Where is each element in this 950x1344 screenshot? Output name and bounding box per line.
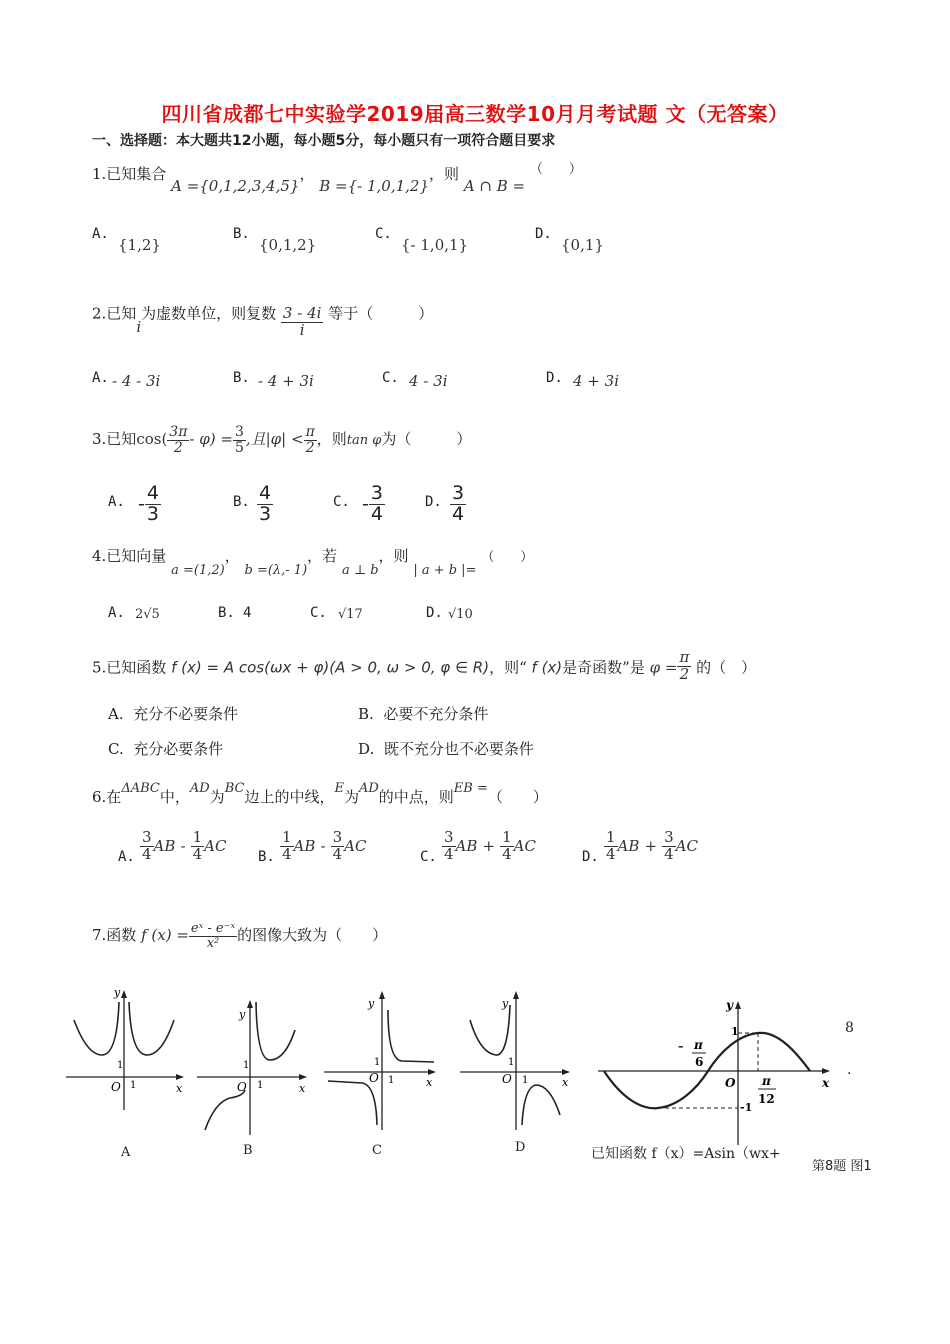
q8-figure	[598, 995, 838, 1145]
q4-option-a-value: 2√5	[135, 607, 160, 622]
q3-option-a-label: A.	[108, 494, 125, 510]
q5-option-c	[108, 738, 223, 759]
graph-d-x-one: 1	[522, 1075, 529, 1086]
q5-frac-num: π	[679, 648, 690, 666]
q6-triangle: ΔABC	[121, 781, 160, 796]
q6-a-v1: AB	[153, 836, 176, 855]
q8-x-arrow-icon	[822, 1068, 830, 1074]
graph-a-y-one: 1	[117, 1060, 124, 1071]
q8-neg-den: 6	[695, 1055, 704, 1069]
q6-t4: 为	[343, 788, 359, 806]
q2-option-d-label: D.	[546, 370, 563, 386]
q3-tan: tan φ	[346, 433, 382, 449]
q1-option-d-label: D.	[535, 226, 552, 242]
q8-stem-partial: 已知函数 f（x）=Asin（wx+	[591, 1146, 781, 1162]
q5-c-label: C.	[108, 740, 124, 758]
q3-option-d-label: D.	[425, 494, 442, 510]
page-title: 四川省成都七中实验学2019届高三数学10月月考试题 文（无答案）	[161, 102, 789, 126]
q5-number: 5.已知函数	[92, 658, 167, 677]
q4-option-b-label: B.	[218, 605, 235, 621]
graph-c-x-label: x	[426, 1076, 433, 1089]
graph-b-x-arrow-icon	[299, 1074, 307, 1080]
q3-f2-den: 5	[234, 439, 244, 456]
q3-f1-den: 2	[173, 439, 183, 456]
q7-label-d: D	[515, 1140, 526, 1155]
graph-a-x-arrow-icon	[176, 1074, 184, 1080]
graph-b-left-curve	[205, 1090, 245, 1130]
graph-d-origin: O	[502, 1072, 512, 1086]
q8-x-label: x	[822, 1076, 830, 1090]
section-heading: 一、选择题：本大题共12小题，每小题5分，每小题只有一项符合题目要求	[92, 133, 556, 149]
q2-option-c-value: 4 - 3i	[409, 372, 448, 390]
q2-i: i	[136, 318, 142, 337]
graph-b-origin: O	[237, 1080, 247, 1094]
q6-d-v1: AB	[617, 836, 640, 855]
q6-b-d2: 4	[332, 844, 343, 863]
q2-text2: 等于（ ）	[328, 304, 434, 323]
q6-ad2: AD	[358, 781, 379, 796]
q3-frac-3-5	[233, 425, 246, 455]
graph-d-y-one: 1	[508, 1057, 515, 1068]
q3-option-d-value	[450, 484, 466, 525]
q2-number: 2.已知	[92, 304, 137, 323]
graph-d-right-curve	[522, 1085, 560, 1125]
q2-option-b-label: B.	[233, 370, 250, 386]
q1-number: 1.已知集合	[92, 165, 167, 183]
q2-option-b-value: - 4 + 3i	[258, 372, 314, 390]
q6-d-n1: 1	[605, 828, 616, 846]
q5-text1: ，则“	[489, 658, 527, 677]
q8-y-arrow-icon	[735, 1001, 741, 1009]
q6-a-d1: 4	[141, 844, 152, 863]
q1-set-a: A ={0,1,2,3,4,5}	[171, 177, 300, 195]
q4-option-c-label: C.	[310, 605, 327, 621]
graph-d-x-label: x	[562, 1076, 569, 1089]
q4-vector-b: b =(λ,- 1)	[244, 563, 308, 578]
graph-c-origin: O	[369, 1071, 379, 1085]
graph-b-x-label: x	[299, 1082, 306, 1095]
q4-vector-a: a =(1,2)	[171, 563, 225, 578]
graph-c-x-arrow-icon	[428, 1069, 436, 1075]
q8-pos-den: 12	[758, 1092, 775, 1106]
q3-a-den: 3	[146, 502, 159, 525]
q3-tail: 为（ ）	[381, 430, 472, 449]
q7-label-c: C	[372, 1143, 382, 1158]
q5-text2: 是奇函数”是	[562, 658, 645, 677]
q3-c-num: 3	[370, 482, 383, 504]
q8-side-dot: .	[847, 1062, 852, 1078]
graph-a-left-curve	[74, 1002, 119, 1055]
q8-side-number: 8	[845, 1020, 854, 1036]
q6-c-frac2	[500, 830, 514, 863]
q6-b-d1: 4	[281, 844, 292, 863]
q6-c-v2: AC	[513, 836, 536, 855]
q3-frac-3pi-2	[167, 425, 189, 455]
graph-c-right-curve	[388, 1010, 434, 1062]
q6-a-n1: 3	[141, 828, 152, 846]
graph-c-y-label: y	[368, 997, 375, 1010]
q5-b-label: B.	[358, 705, 374, 723]
q5-function: f (x) = A cos(ωx + φ)(A > 0, ω > 0, φ ∈ R)	[171, 658, 490, 677]
q6-number: 6.在	[92, 788, 122, 806]
q6-b-n2: 3	[332, 828, 343, 846]
q5-option-b	[358, 703, 488, 724]
q2-option-c-label: C.	[382, 370, 399, 386]
q3-option-b-value	[257, 484, 273, 525]
q5-stem	[92, 648, 757, 685]
q1-option-c-label: C.	[375, 226, 392, 242]
q4-option-c-value: √17	[338, 607, 363, 622]
q4-option-a-label: A.	[108, 605, 125, 621]
q6-a-frac1	[140, 830, 154, 863]
q3-f3-num: π	[305, 424, 315, 440]
q3-number: 3.已知	[92, 430, 137, 449]
q4-stem	[92, 545, 534, 578]
q5-d-value: 既不充分也不必要条件	[383, 740, 534, 758]
q4-option-d-label: D.	[426, 605, 443, 621]
graph-a-x-one: 1	[130, 1080, 137, 1091]
q6-a-v2: AC	[204, 836, 227, 855]
graph-d-left-curve	[470, 1005, 510, 1055]
q3-frac-pi-2	[304, 425, 317, 455]
q5-a-value: 充分不必要条件	[133, 705, 239, 723]
q6-option-a	[118, 830, 226, 863]
q3-cos: cos(	[136, 430, 168, 449]
q8-caption: 第8题 图1	[812, 1159, 872, 1174]
graph-b-y-arrow-icon	[247, 1000, 253, 1008]
q5-fraction	[677, 650, 691, 683]
q5-fx: f (x)	[531, 658, 563, 677]
q7-graph-a	[62, 980, 192, 1120]
q6-b-label: B.	[258, 848, 275, 865]
graph-b-y-one: 1	[243, 1060, 250, 1071]
q8-neg-pi-minus: –	[678, 1040, 684, 1053]
q7-stem	[92, 922, 387, 950]
graph-b-y-label: y	[239, 1008, 246, 1021]
q3-d-num: 3	[452, 482, 465, 504]
q6-d-frac1	[604, 830, 618, 863]
graph-a-y-label: y	[114, 986, 121, 999]
graph-b-x-one: 1	[257, 1080, 264, 1091]
q3-b-num: 4	[259, 482, 272, 504]
q3-a-sign: -	[138, 492, 145, 515]
q3-mid: - φ) =	[189, 430, 233, 449]
q2-frac-num: 3 - 4i	[282, 304, 322, 322]
q3-option-a-value	[138, 484, 161, 525]
q6-a-op: -	[180, 836, 186, 855]
q3-a-frac	[145, 484, 161, 525]
q3-cond: ,且|φ| <	[245, 430, 304, 449]
q7-tail: 的图像大致为（ ）	[237, 926, 388, 945]
q4-option-d-value: √10	[448, 607, 473, 622]
q3-then: ，则	[316, 430, 347, 449]
q6-b-op: -	[320, 836, 326, 855]
q4-option-b-value: 4	[243, 605, 252, 621]
q7-fraction	[189, 922, 237, 950]
q5-a-label: A.	[108, 705, 124, 723]
q7-graph-c	[322, 985, 447, 1135]
q2-option-a-label: A.	[92, 370, 109, 386]
q6-c-d2: 4	[502, 844, 512, 863]
q7-frac-den: x²	[206, 935, 220, 951]
q7-label-a: A	[121, 1145, 131, 1160]
graph-d-x-arrow-icon	[562, 1069, 570, 1075]
q3-option-b-label: B.	[233, 494, 250, 510]
q6-c-d1: 4	[443, 844, 454, 863]
q5-c-value: 充分必要条件	[133, 740, 224, 758]
q6-d-op: +	[644, 836, 658, 855]
q6-a-n2: 1	[192, 828, 203, 846]
graph-a-y-arrow-icon	[121, 990, 127, 998]
q5-phi: φ =	[649, 658, 678, 677]
q4-paren: （ ）	[481, 550, 534, 565]
q7-label-b: B	[243, 1143, 253, 1158]
q6-a-label: A.	[118, 848, 135, 865]
graph-d-y-label: y	[502, 997, 509, 1010]
q6-c-n1: 3	[443, 828, 454, 846]
q4-then: ，则	[378, 547, 409, 565]
q1-comma: ，	[299, 165, 315, 183]
q6-b-frac2	[331, 830, 345, 863]
q6-b-v1: AB	[293, 836, 316, 855]
q8-y-label: y	[726, 998, 733, 1012]
q4-perp: a ⊥ b	[341, 563, 379, 578]
q6-e: E	[334, 781, 344, 796]
q5-d-label: D.	[358, 740, 375, 758]
q3-f2-num: 3	[234, 424, 244, 440]
q3-b-den: 3	[259, 502, 272, 525]
q3-c-sign: -	[362, 492, 369, 515]
q6-a-d2: 4	[192, 844, 203, 863]
q6-b-v2: AC	[344, 836, 367, 855]
q6-stem	[92, 781, 548, 807]
q1-set-b: B ={- 1,0,1,2}	[319, 177, 430, 195]
q3-option-c-value	[362, 484, 385, 525]
graph-a-right-curve	[129, 1002, 174, 1055]
q4-if: ，若	[307, 547, 338, 565]
q6-d-d1: 4	[605, 844, 616, 863]
q4-comma: ，	[224, 547, 240, 565]
q8-origin: O	[725, 1076, 736, 1090]
q6-bc: BC	[224, 781, 245, 796]
q6-b-frac1	[280, 830, 294, 863]
q5-tail: 的（ ）	[696, 658, 757, 677]
q5-option-a	[108, 703, 238, 724]
q5-option-d	[358, 738, 534, 759]
q3-stem	[92, 425, 471, 455]
q1-then: ，则	[429, 165, 460, 183]
q6-eb: EB =	[453, 781, 488, 796]
q3-c-den: 4	[370, 502, 383, 525]
q8-one: 1	[731, 1025, 739, 1038]
q7-number: 7.函数	[92, 926, 137, 945]
q6-t2: 为	[209, 788, 225, 806]
q6-c-label: C.	[420, 848, 437, 865]
q8-pos-pi: π	[762, 1074, 771, 1088]
graph-b-right-curve	[256, 1002, 295, 1060]
q2-frac-den: i	[299, 320, 305, 339]
q6-option-d	[582, 830, 698, 863]
graph-d-y-arrow-icon	[513, 991, 519, 999]
q1-option-a-value: {1,2}	[118, 236, 161, 254]
q3-f3-den: 2	[305, 439, 315, 456]
q1-option-b-value: {0,1,2}	[259, 236, 317, 254]
q6-d-n2: 3	[664, 828, 674, 846]
q7-graph-d	[458, 985, 583, 1135]
q3-d-frac	[450, 484, 466, 525]
q6-d-d2: 4	[664, 844, 674, 863]
q1-option-b-label: B.	[233, 226, 250, 242]
q2-stem	[92, 298, 434, 339]
q3-c-frac	[369, 484, 385, 525]
q4-abs: | a + b |=	[413, 563, 477, 578]
q2-fraction	[281, 306, 324, 339]
q7-fx: f (x) =	[141, 926, 189, 945]
q6-paren: （ ）	[487, 788, 548, 806]
q6-t3: 边上的中线，	[244, 788, 335, 806]
q7-graph-b	[195, 990, 315, 1140]
q6-c-v1: AB	[455, 836, 478, 855]
graph-c-y-arrow-icon	[379, 991, 385, 999]
q8-neg-one: -1	[740, 1101, 753, 1114]
graph-c-y-one: 1	[374, 1057, 381, 1068]
q6-t1: 中，	[159, 788, 190, 806]
q5-frac-den: 2	[679, 664, 690, 683]
q2-option-d-value: 4 + 3i	[573, 372, 619, 390]
q1-stem	[92, 162, 582, 195]
q6-c-op: +	[482, 836, 496, 855]
q5-b-value: 必要不充分条件	[383, 705, 489, 723]
graph-c-left-curve	[328, 1081, 377, 1125]
q3-d-den: 4	[452, 502, 465, 525]
q6-t5: 的中点，则	[378, 788, 454, 806]
q6-d-label: D.	[582, 848, 599, 865]
q3-f1-num: 3π	[169, 424, 188, 440]
q2-text1: 为虚数单位，则复数	[141, 304, 277, 323]
q6-c-n2: 1	[502, 828, 512, 846]
q6-d-frac2	[662, 830, 676, 863]
q6-option-c	[420, 830, 536, 863]
q3-b-frac	[257, 484, 273, 525]
q1-expr: A ∩ B =	[463, 177, 526, 195]
q3-option-c-label: C.	[333, 494, 350, 510]
q6-option-b	[258, 830, 366, 863]
q1-option-d-value: {0,1}	[561, 236, 604, 254]
q4-number: 4.已知向量	[92, 547, 167, 565]
q8-neg-pi: π	[694, 1038, 703, 1052]
q1-option-a-label: A.	[92, 226, 109, 242]
q6-c-frac1	[442, 830, 456, 863]
q1-paren: （ ）	[529, 162, 582, 177]
graph-a-x-label: x	[176, 1082, 183, 1095]
q6-d-v2: AC	[675, 836, 698, 855]
q3-a-num: 4	[146, 482, 159, 504]
graph-a-origin: O	[111, 1080, 121, 1094]
q7-frac-num: eˣ - e⁻ˣ	[190, 921, 236, 936]
q6-ad: AD	[189, 781, 210, 796]
q6-a-frac2	[191, 830, 205, 863]
q6-b-n1: 1	[281, 828, 292, 846]
q1-option-c-value: {- 1,0,1}	[401, 236, 469, 254]
graph-c-x-one: 1	[388, 1075, 395, 1086]
q2-option-a-value: - 4 - 3i	[112, 372, 161, 390]
